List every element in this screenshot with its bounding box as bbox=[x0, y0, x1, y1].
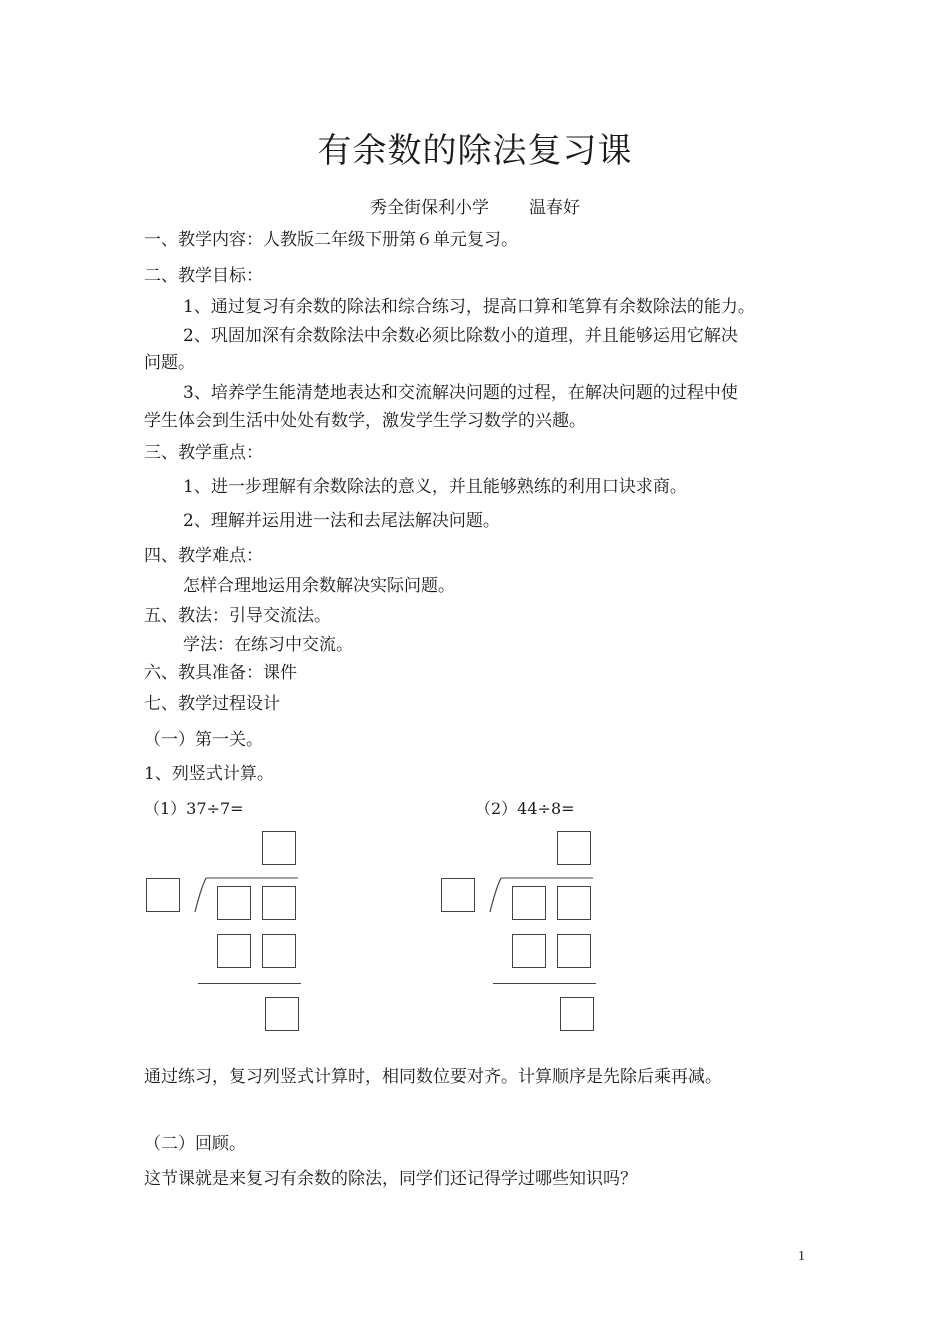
quotient-box[interactable] bbox=[262, 831, 296, 865]
problem-1: （1）37÷7= bbox=[144, 799, 244, 818]
dividend-tens-box[interactable] bbox=[217, 886, 251, 920]
author-name: 温春好 bbox=[529, 198, 580, 218]
step-2-heading: （二）回顾。 bbox=[144, 1134, 246, 1154]
product-ones-box[interactable] bbox=[262, 934, 296, 968]
study-method: 学法：在练习中交流。 bbox=[183, 635, 353, 655]
remainder-box[interactable] bbox=[265, 997, 299, 1031]
page-number: 1 bbox=[798, 1249, 805, 1264]
review-question: 这节课就是来复习有余数的除法，同学们还记得学过哪些知识吗？ bbox=[144, 1169, 637, 1189]
section-method: 五、教法：引导交流法。 bbox=[144, 606, 331, 626]
section-key-heading: 三、教学重点： bbox=[144, 443, 263, 463]
product-tens-box[interactable] bbox=[217, 934, 251, 968]
dividend-ones-box[interactable] bbox=[262, 886, 296, 920]
goal-2-line-1: 2、巩固加深有余数除法中余数必须比除数小的道理，并且能够运用它解决 bbox=[183, 326, 738, 346]
goal-3-line-2: 学生体会到生活中处处有数学，激发学生学习数学的兴趣。 bbox=[144, 411, 586, 431]
goal-2-line-2: 问题。 bbox=[144, 353, 195, 373]
dividend-ones-box[interactable] bbox=[557, 886, 591, 920]
divisor-box[interactable] bbox=[441, 878, 475, 912]
section-goals-heading: 二、教学目标： bbox=[144, 266, 263, 286]
goal-1: 1、通过复习有余数的除法和综合练习，提高口算和笔算有余数除法的能力。 bbox=[183, 297, 755, 317]
practice-summary: 通过练习，复习列竖式计算时，相同数位要对齐。计算顺序是先除后乘再减。 bbox=[144, 1067, 722, 1087]
section-content: 一、教学内容：人教版二年级下册第６单元复习。 bbox=[144, 230, 518, 250]
key-point-1: 1、进一步理解有余数除法的意义，并且能够熟练的利用口诀求商。 bbox=[183, 477, 687, 497]
section-difficulty-heading: 四、教学难点： bbox=[144, 546, 263, 566]
difficulty-1: 怎样合理地运用余数解决实际问题。 bbox=[183, 576, 455, 596]
step-1-heading: （一）第一关。 bbox=[144, 730, 263, 750]
remainder-box[interactable] bbox=[560, 997, 594, 1031]
dividend-tens-box[interactable] bbox=[512, 886, 546, 920]
page-title: 有余数的除法复习课 bbox=[317, 131, 633, 171]
subtraction-line bbox=[198, 983, 301, 984]
subtraction-line bbox=[493, 983, 596, 984]
goal-3-line-1: 3、培养学生能清楚地表达和交流解决问题的过程，在解决问题的过程中使 bbox=[183, 383, 738, 403]
section-process: 七、教学过程设计 bbox=[144, 694, 280, 714]
key-point-2: 2、理解并运用进一法和去尾法解决问题。 bbox=[183, 511, 500, 531]
byline bbox=[0, 193, 950, 218]
vertical-calc-heading: 1、列竖式计算。 bbox=[144, 764, 274, 784]
product-ones-box[interactable] bbox=[557, 934, 591, 968]
product-tens-box[interactable] bbox=[512, 934, 546, 968]
problem-2: （2）44÷8= bbox=[475, 799, 575, 818]
quotient-box[interactable] bbox=[557, 831, 591, 865]
divisor-box[interactable] bbox=[146, 878, 180, 912]
author-school: 秀全街保利小学 bbox=[370, 198, 489, 218]
section-tools: 六、教具准备：课件 bbox=[144, 663, 297, 683]
